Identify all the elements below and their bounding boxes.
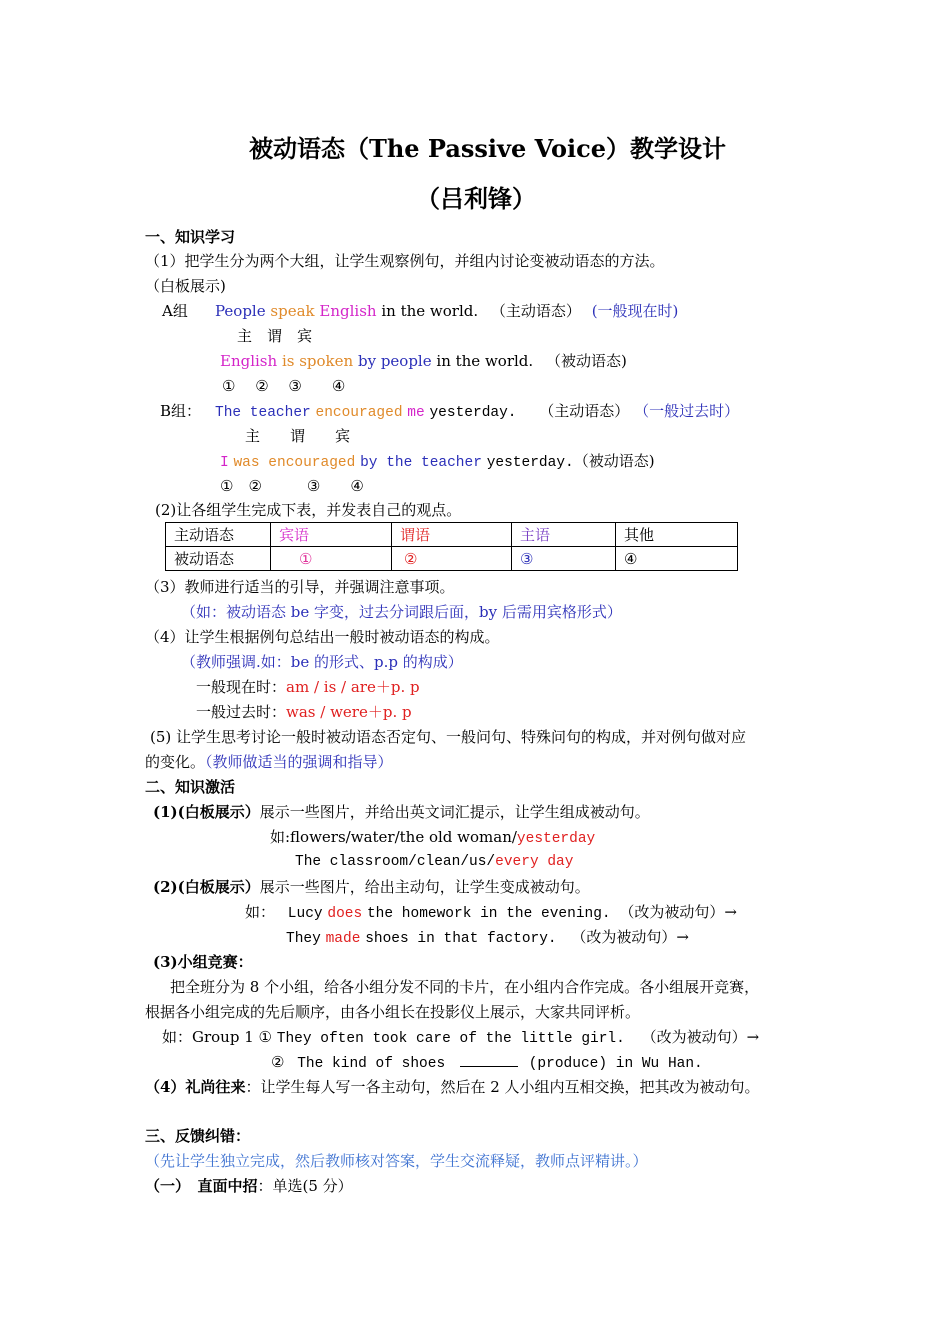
table-cell: 主语: [512, 523, 616, 547]
group-a-sentence-1: [215, 301, 678, 321]
paragraph-5-cont: [145, 752, 393, 772]
paragraph-1b: （白板展示): [145, 277, 226, 295]
activity-label: (1)(白板展示）: [153, 803, 260, 821]
note: （主动语态）: [490, 302, 581, 320]
highlight: yesterday: [516, 831, 596, 847]
text: The classroom/clean/us/: [295, 854, 496, 870]
activity-text: ：让学生每人写一各主动句，然后在 2 人小组内互相交换，把其改为被动句。: [245, 1078, 760, 1096]
text: 的变化。: [145, 753, 206, 771]
table-cell: ④: [616, 547, 738, 571]
group-a-sentence-2: [220, 351, 627, 371]
instruction: （改为被动句）→: [641, 1028, 760, 1046]
table-cell: 宾语: [271, 523, 392, 547]
tense-note: (一般现在时): [591, 302, 679, 320]
item-text: ：单选(5 分）: [257, 1177, 353, 1195]
word: English: [220, 352, 278, 370]
group-a-label: A组: [162, 302, 188, 320]
present-formula: [196, 677, 420, 697]
group-b-roles: 主 谓 宾: [245, 427, 351, 445]
activity-1-example-1: [270, 827, 595, 849]
formula-label: 一般过去时：: [196, 703, 287, 721]
formula-value: am / is / are＋p. p: [286, 678, 420, 696]
paragraph-5: (5) 让学生思考讨论一般时被动语态否定句、一般问句、特殊问句的构成，并对例句做对应: [150, 728, 747, 746]
activity-label: (2)(白板展示）: [153, 878, 260, 896]
paragraph-4: （4）让学生根据例句总结出一般时被动语态的构成。: [145, 628, 500, 646]
table-cell: 主动语态: [166, 523, 271, 547]
word: speak: [270, 302, 315, 320]
section-heading-3: 三、反馈纠错：: [145, 1127, 251, 1145]
paragraph-3-note: （如：被动语态 be 字变，过去分词跟后面，by 后需用宾格形式）: [181, 603, 622, 621]
activity-3-example-2: [271, 1052, 703, 1074]
past-formula: [196, 702, 412, 722]
word: The teacher: [215, 405, 311, 421]
activity-2-example-1: [245, 902, 737, 924]
group-b-sentence-1: [215, 401, 739, 423]
paragraph-5-note: （教师做适当的强调和指导）: [205, 753, 393, 771]
table-row: [166, 547, 738, 571]
formula-label: 一般现在时：: [196, 678, 287, 696]
activity-1-example-2: [295, 852, 573, 872]
text: the homework in the evening.: [366, 906, 611, 922]
summary-table: [165, 522, 738, 571]
note: （被动语态): [573, 452, 655, 470]
section-3-item: [145, 1176, 353, 1196]
note: （主动语态）: [539, 402, 630, 420]
formula-value: was / were＋p. p: [286, 703, 412, 721]
word: was encouraged: [233, 455, 356, 471]
activity-3-text-1: 把全班分为 8 个小组，给各小组分发不同的卡片，在小组内合作完成。各小组展开竞赛，: [170, 978, 760, 996]
word: English: [319, 302, 377, 320]
table-cell: ③: [512, 547, 616, 571]
highlight: every day: [495, 854, 574, 870]
section-heading-1: 一、知识学习: [145, 228, 236, 246]
word: People: [215, 302, 266, 320]
highlight: made: [325, 931, 361, 947]
table-cell: 被动语态: [166, 547, 271, 571]
note: （被动语态): [545, 352, 627, 370]
text: ②: [271, 1053, 285, 1071]
word: encouraged: [315, 405, 403, 421]
word: is spoken: [281, 352, 354, 370]
activity-text: 展示一些图片，给出主动句，让学生变成被动句。: [259, 878, 590, 896]
table-cell: ①: [271, 547, 392, 571]
activity-3-label: (3)小组竞赛：: [153, 953, 253, 971]
word: by people: [357, 352, 432, 370]
section-3-note: （先让学生独立完成，然后教师核对答案，学生交流释疑，教师点评精讲。）: [145, 1152, 648, 1170]
group-b-sentence-2: [220, 451, 655, 473]
activity-text: 展示一些图片，并给出英文词汇提示，让学生组成被动句。: [259, 803, 650, 821]
text: 如:flowers/water/the old woman/: [270, 828, 517, 846]
item-label: （一） 直面中招: [145, 1177, 258, 1195]
paragraph-3: （3）教师进行适当的引导，并强调注意事项。: [145, 578, 455, 596]
word: me: [407, 405, 425, 421]
text: (produce) in Wu Han.: [528, 1056, 703, 1072]
highlight: does: [327, 906, 363, 922]
word: yesterday.: [429, 405, 517, 421]
paragraph-1: （1）把学生分为两个大组，让学生观察例句，并组内讨论变被动语态的方法。: [145, 252, 665, 270]
text: 如：: [245, 903, 276, 921]
activity-2-example-2: [286, 927, 689, 949]
table-cell: 谓语: [392, 523, 512, 547]
activity-3-text-2: 根据各小组完成的先后顺序，由各小组长在投影仪上展示，大家共同评析。: [145, 1003, 641, 1021]
answer-blank[interactable]: [460, 1052, 518, 1067]
text: The kind of shoes: [297, 1056, 446, 1072]
instruction: （改为被动句）→: [571, 928, 689, 946]
table-row: [166, 523, 738, 547]
text: 如：Group 1 ①: [162, 1028, 272, 1046]
text: Lucy: [287, 906, 323, 922]
text: shoes in that factory.: [365, 931, 557, 947]
group-b-label: B组：: [160, 402, 202, 420]
author: （吕利锋）: [416, 184, 536, 213]
page-title: 被动语态（The Passive Voice）教学设计: [249, 134, 727, 163]
tense-note: （一般过去时）: [634, 402, 740, 420]
word: I: [220, 455, 229, 471]
group-a-numbers: ① ② ③ ④: [222, 377, 346, 395]
paragraph-2: (2)让各组学生完成下表，并发表自己的观点。: [155, 501, 462, 519]
activity-3-example-1: [162, 1027, 759, 1049]
text: They often took care of the little girl.: [276, 1031, 625, 1047]
word: yesterday.: [486, 455, 574, 471]
table-cell: 其他: [616, 523, 738, 547]
activity-1: [153, 802, 650, 822]
instruction: （改为被动句）→: [619, 903, 737, 921]
section-heading-2: 二、知识激活: [145, 778, 236, 796]
text: They: [286, 931, 321, 947]
activity-2: [153, 877, 590, 897]
word: by the teacher: [360, 455, 482, 471]
activity-4: [145, 1077, 760, 1097]
table-cell: ②: [392, 547, 512, 571]
group-a-roles: 主 谓 宾: [237, 327, 313, 345]
paragraph-4-note: （教师强调.如：be 的形式、p.p 的构成）: [181, 653, 463, 671]
word: in the world.: [436, 352, 534, 370]
activity-label: （4）礼尚往来: [145, 1078, 246, 1096]
group-b-numbers: ① ② ③ ④: [220, 477, 364, 495]
word: in the world.: [381, 302, 479, 320]
